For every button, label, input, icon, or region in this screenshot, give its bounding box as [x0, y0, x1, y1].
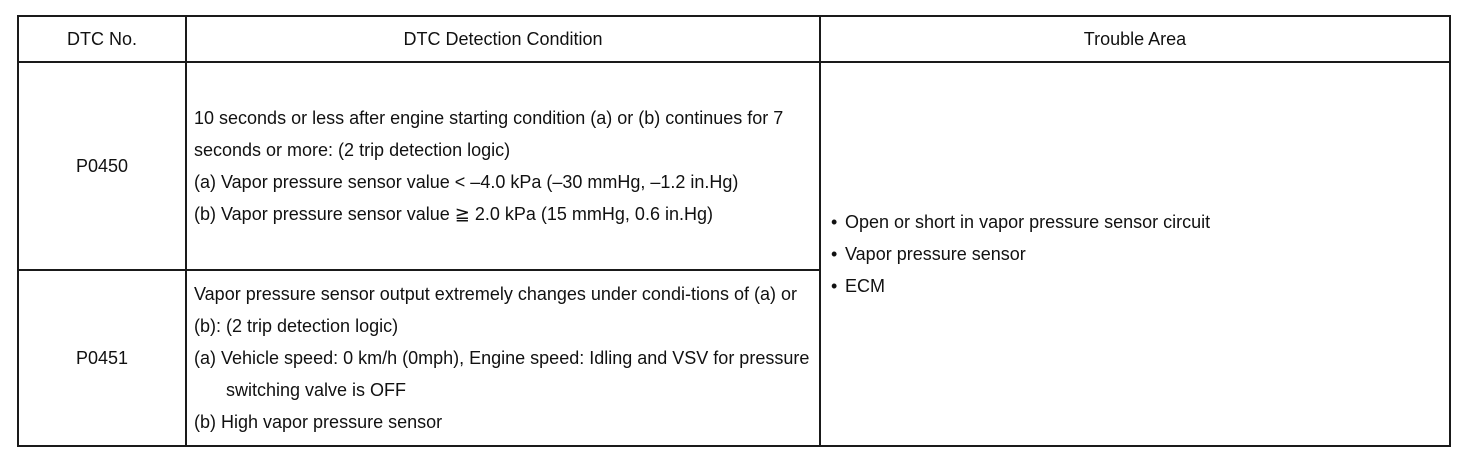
- dtc-code-cell: P0450: [18, 62, 186, 270]
- dtc-table: [17, 15, 1451, 447]
- condition-b: (b) High vapor pressure sensor: [194, 412, 443, 432]
- table-row: [18, 62, 1450, 270]
- condition-lead: 10 seconds or less after engine starting condition (a) or (b) continues for 7 seconds or more: (2 trip detection logic): [194, 108, 784, 160]
- condition-a: (a) Vapor pressure sensor value < –4.0 kPa (–30 mmHg, –1.2 in.Hg): [194, 172, 739, 192]
- trouble-area-item: Open or short in vapor pressure sensor circuit: [845, 212, 1211, 232]
- header-detection-condition: DTC Detection Condition: [186, 16, 820, 62]
- bullet-icon: •: [831, 276, 838, 296]
- condition-a: (a) Vehicle speed: 0 km/h (0mph), Engine speed: Idling and VSV for pressure switching valve is OFF: [194, 348, 810, 400]
- trouble-area-item: Vapor pressure sensor: [845, 244, 1026, 264]
- detection-condition-cell: [186, 62, 820, 270]
- bullet-icon: •: [831, 244, 838, 264]
- bullet-icon: •: [831, 212, 838, 232]
- trouble-area-list: [831, 206, 1441, 302]
- detection-condition-cell: [186, 270, 820, 446]
- trouble-area-cell: [820, 62, 1450, 446]
- condition-b: (b) Vapor pressure sensor value ≧ 2.0 kPa (15 mmHg, 0.6 in.Hg): [194, 204, 713, 224]
- list-item: [831, 270, 1441, 302]
- dtc-code-cell: P0451: [18, 270, 186, 446]
- table-header-row: [18, 16, 1450, 62]
- trouble-area-item: ECM: [845, 276, 885, 296]
- list-item: [831, 206, 1441, 238]
- header-trouble-area: Trouble Area: [820, 16, 1450, 62]
- list-item: [831, 238, 1441, 270]
- condition-lead: Vapor pressure sensor output extremely changes under condi-tions of (a) or (b): (2 trip detection logic): [194, 284, 797, 336]
- header-dtc-no: DTC No.: [18, 16, 186, 62]
